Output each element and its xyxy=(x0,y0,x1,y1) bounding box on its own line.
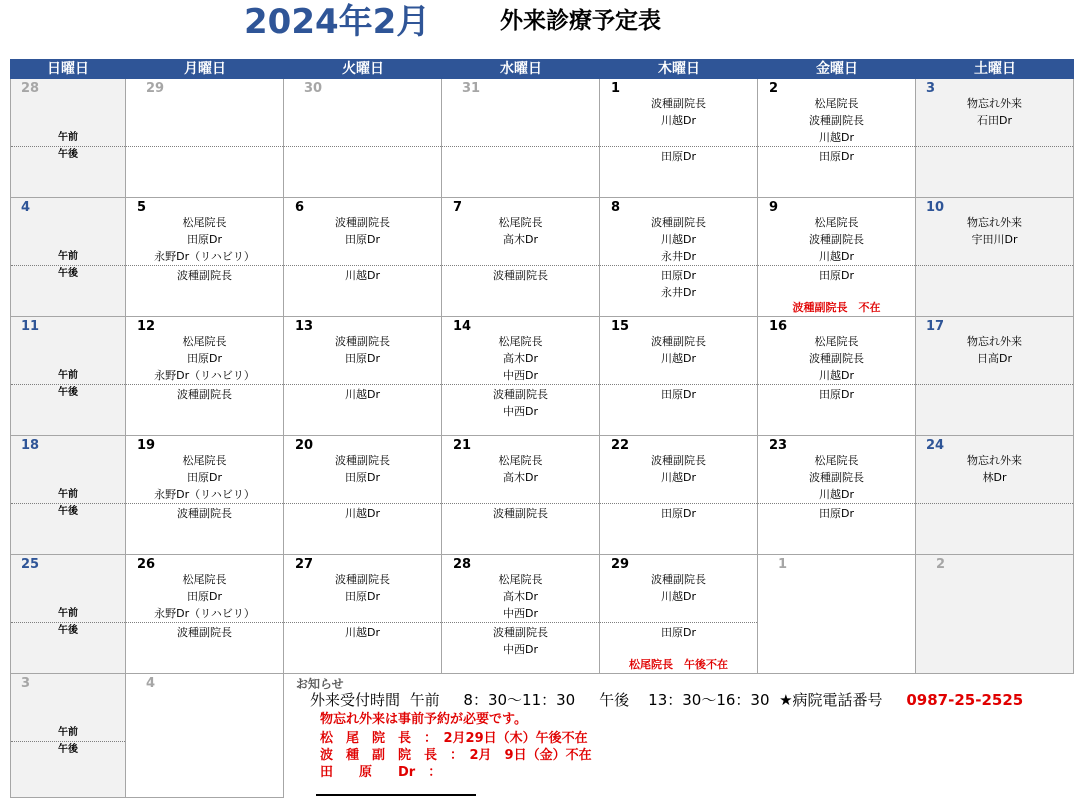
am-schedule xyxy=(758,333,915,384)
pm-schedule xyxy=(600,505,757,522)
pm-schedule xyxy=(600,148,757,165)
day-cell xyxy=(916,436,1074,555)
day-cell xyxy=(126,436,284,555)
am-schedule xyxy=(284,571,441,605)
hours-am-range: 8：30～11：30 xyxy=(463,691,576,709)
day-cell xyxy=(284,317,442,436)
day-number: 30 xyxy=(304,81,323,96)
day-cell xyxy=(600,198,758,317)
doctor-entry: 川越Dr xyxy=(661,233,696,246)
pm-schedule xyxy=(126,386,283,403)
day-cell xyxy=(758,436,916,555)
doctor-entry: 田原Dr xyxy=(345,471,380,484)
reception-hours xyxy=(310,690,1023,710)
doctor-entry: 田原Dr xyxy=(187,352,222,365)
day-number: 26 xyxy=(137,557,156,572)
am-pm-divider xyxy=(126,622,283,623)
pm-schedule xyxy=(442,267,599,284)
day-number: 29 xyxy=(146,81,165,96)
am-pm-divider xyxy=(916,384,1073,385)
hours-am-label: 午前 xyxy=(409,691,440,709)
day-number: 22 xyxy=(611,438,630,453)
day-cell xyxy=(10,79,126,198)
am-pm-divider xyxy=(600,622,757,623)
doctor-entry: 川越Dr xyxy=(819,250,854,263)
day-cell xyxy=(10,198,126,317)
day-number: 12 xyxy=(137,319,156,334)
pm-label: 午後 xyxy=(58,268,78,279)
doctor-entry: 中西Dr xyxy=(503,369,538,382)
doctor-entry: 田原Dr xyxy=(187,233,222,246)
pm-label: 午後 xyxy=(58,387,78,398)
am-pm-divider xyxy=(126,384,283,385)
pm-schedule xyxy=(758,148,915,165)
am-pm-divider xyxy=(284,146,441,147)
day-number: 24 xyxy=(926,438,945,453)
pm-schedule xyxy=(442,624,599,658)
weekday-header: 金曜日 xyxy=(758,59,916,79)
am-pm-divider xyxy=(758,265,915,266)
pm-schedule xyxy=(600,267,757,301)
am-pm-divider xyxy=(758,146,915,147)
doctor-entry: 松尾院長 xyxy=(814,97,859,110)
am-pm-divider xyxy=(600,503,757,504)
day-number: 21 xyxy=(453,438,472,453)
am-label: 午前 xyxy=(58,727,78,738)
doctor-entry: 永野Dr（リハビリ） xyxy=(154,369,255,382)
day-number: 19 xyxy=(137,438,156,453)
doctor-entry: 松尾院長 xyxy=(814,335,859,348)
pm-schedule xyxy=(600,624,757,641)
am-schedule xyxy=(600,95,757,129)
am-pm-divider xyxy=(284,265,441,266)
am-pm-divider xyxy=(284,384,441,385)
notice-panel xyxy=(284,674,1074,798)
doctor-entry: 波種副院長 xyxy=(177,388,232,401)
day-cell xyxy=(126,79,284,198)
doctor-entry: 林Dr xyxy=(982,471,1007,484)
doctor-entry: 波種副院長 xyxy=(809,114,864,127)
doctor-entry: 波種副院長 xyxy=(335,573,390,586)
doctor-entry: 田原Dr xyxy=(345,233,380,246)
am-schedule xyxy=(758,452,915,503)
doctor-entry: 田原Dr xyxy=(345,590,380,603)
am-pm-divider xyxy=(758,384,915,385)
day-cell xyxy=(916,198,1074,317)
day-number: 3 xyxy=(21,676,31,691)
am-pm-divider xyxy=(442,265,599,266)
am-schedule xyxy=(126,214,283,265)
doctor-entry: 松尾院長 xyxy=(182,216,227,229)
doctor-entry: 田原Dr xyxy=(661,269,696,282)
doctor-entry: 永野Dr（リハビリ） xyxy=(154,488,255,501)
doctor-entry: 松尾院長 xyxy=(182,454,227,467)
doctor-entry: 波種副院長 xyxy=(809,352,864,365)
doctor-entry: 高木Dr xyxy=(503,352,538,365)
day-number: 1 xyxy=(778,557,788,572)
doctor-entry: 田原Dr xyxy=(661,150,696,163)
pm-schedule xyxy=(758,267,915,284)
pm-label: 午後 xyxy=(58,744,78,755)
doctor-entry: 田原Dr xyxy=(661,507,696,520)
doctor-entry: 波種副院長 xyxy=(809,233,864,246)
am-pm-divider xyxy=(11,503,125,504)
am-label: 午前 xyxy=(58,370,78,381)
am-label: 午前 xyxy=(58,608,78,619)
day-number: 16 xyxy=(769,319,788,334)
day-number: 20 xyxy=(295,438,314,453)
pm-schedule xyxy=(284,505,441,522)
doctor-entry: 波種副院長 xyxy=(493,269,548,282)
am-schedule xyxy=(758,214,915,265)
day-cell xyxy=(10,317,126,436)
doctor-entry: 波種副院長 xyxy=(335,335,390,348)
am-schedule xyxy=(126,571,283,622)
am-schedule xyxy=(442,333,599,384)
doctor-entry: 松尾院長 xyxy=(814,216,859,229)
day-number: 2 xyxy=(936,557,946,572)
pm-schedule xyxy=(600,386,757,403)
doctor-entry: 波種副院長 xyxy=(335,454,390,467)
am-schedule xyxy=(126,452,283,503)
calendar-title: 外来診療予定表 xyxy=(500,8,661,34)
day-cell xyxy=(758,555,916,674)
day-number: 15 xyxy=(611,319,630,334)
day-cell xyxy=(442,79,600,198)
am-pm-divider xyxy=(600,146,757,147)
doctor-entry: 松尾院長 xyxy=(498,454,543,467)
am-pm-divider xyxy=(442,146,599,147)
am-pm-divider xyxy=(11,741,125,742)
day-number: 17 xyxy=(926,319,945,334)
doctor-entry: 物忘れ外来 xyxy=(967,335,1022,348)
day-number: 13 xyxy=(295,319,314,334)
day-number: 5 xyxy=(137,200,147,215)
doctor-entry: 波種副院長 xyxy=(651,216,706,229)
am-schedule xyxy=(916,452,1073,486)
doctor-entry: 物忘れ外来 xyxy=(967,97,1022,110)
day-cell xyxy=(10,436,126,555)
notice-line: 田 原 Dr ： xyxy=(320,765,442,780)
am-label: 午前 xyxy=(58,251,78,262)
doctor-entry: 川越Dr xyxy=(661,114,696,127)
am-pm-divider xyxy=(600,265,757,266)
pm-schedule xyxy=(442,505,599,522)
doctor-entry: 波種副院長 xyxy=(177,626,232,639)
am-pm-divider xyxy=(284,503,441,504)
notice-line: 松 尾 院 長 ： 2月29日（木）午後不在 xyxy=(320,731,588,746)
am-pm-divider xyxy=(11,146,125,147)
day-cell xyxy=(916,555,1074,674)
am-schedule xyxy=(916,333,1073,367)
am-schedule xyxy=(442,571,599,622)
day-number: 8 xyxy=(611,200,621,215)
doctor-entry: 川越Dr xyxy=(819,369,854,382)
day-number: 31 xyxy=(462,81,481,96)
doctor-entry: 田原Dr xyxy=(819,388,854,401)
day-number: 25 xyxy=(21,557,40,572)
doctor-entry: 田原Dr xyxy=(661,388,696,401)
doctor-entry: 中西Dr xyxy=(503,607,538,620)
doctor-entry: 田原Dr xyxy=(187,590,222,603)
doctor-entry: 高木Dr xyxy=(503,233,538,246)
doctor-entry: 高木Dr xyxy=(503,471,538,484)
am-label: 午前 xyxy=(58,132,78,143)
am-schedule xyxy=(600,452,757,486)
day-number: 9 xyxy=(769,200,779,215)
day-number: 7 xyxy=(453,200,463,215)
day-number: 29 xyxy=(611,557,630,572)
am-schedule xyxy=(284,214,441,248)
am-pm-divider xyxy=(600,384,757,385)
pm-label: 午後 xyxy=(58,625,78,636)
day-cell xyxy=(126,555,284,674)
am-pm-divider xyxy=(126,265,283,266)
am-schedule xyxy=(126,333,283,384)
doctor-entry: 波種副院長 xyxy=(809,471,864,484)
day-cell xyxy=(10,674,126,798)
notice-underline xyxy=(316,794,476,796)
am-pm-divider xyxy=(442,503,599,504)
doctor-entry: 永井Dr xyxy=(661,286,696,299)
am-pm-divider xyxy=(11,384,125,385)
day-cell xyxy=(126,198,284,317)
am-schedule xyxy=(284,333,441,367)
weekday-header: 火曜日 xyxy=(284,59,442,79)
am-pm-divider xyxy=(442,622,599,623)
am-pm-divider xyxy=(442,384,599,385)
pm-schedule xyxy=(284,386,441,403)
pm-schedule xyxy=(758,505,915,522)
day-number: 10 xyxy=(926,200,945,215)
am-pm-divider xyxy=(126,146,283,147)
weekday-header: 木曜日 xyxy=(600,59,758,79)
doctor-entry: 川越Dr xyxy=(661,590,696,603)
am-schedule xyxy=(600,571,757,605)
hours-pm-label: 午後 xyxy=(599,691,630,709)
notice-heading: お知らせ xyxy=(296,677,344,691)
doctor-entry: 松尾院長 xyxy=(498,573,543,586)
absence-note: 波種副院長 不在 xyxy=(792,301,881,314)
pm-label: 午後 xyxy=(58,506,78,517)
doctor-entry: 波種副院長 xyxy=(493,388,548,401)
am-pm-divider xyxy=(11,622,125,623)
am-schedule xyxy=(442,452,599,486)
am-label: 午前 xyxy=(58,489,78,500)
day-cell xyxy=(442,317,600,436)
day-cell xyxy=(600,436,758,555)
doctor-entry: 宇田川Dr xyxy=(971,233,1018,246)
day-number: 28 xyxy=(21,81,40,96)
day-cell xyxy=(126,674,284,798)
doctor-entry: 松尾院長 xyxy=(182,335,227,348)
pm-schedule xyxy=(758,386,915,403)
doctor-entry: 川越Dr xyxy=(345,507,380,520)
am-pm-divider xyxy=(916,503,1073,504)
calendar-year-month: 2024年2月 xyxy=(244,2,431,42)
am-schedule xyxy=(758,95,915,146)
day-cell xyxy=(600,317,758,436)
doctor-entry: 松尾院長 xyxy=(814,454,859,467)
hours-label: 外来受付時間 xyxy=(310,691,401,709)
day-number: 18 xyxy=(21,438,40,453)
am-schedule xyxy=(442,214,599,248)
doctor-entry: 永野Dr（リハビリ） xyxy=(154,607,255,620)
hours-pm-range: 13：30～16：30 xyxy=(648,691,770,709)
am-pm-divider xyxy=(11,265,125,266)
notice-line: 物忘れ外来は事前予約が必要です。 xyxy=(320,712,527,727)
day-cell xyxy=(758,317,916,436)
day-number: 4 xyxy=(146,676,156,691)
doctor-entry: 松尾院長 xyxy=(182,573,227,586)
day-number: 2 xyxy=(769,81,779,96)
doctor-entry: 波種副院長 xyxy=(651,573,706,586)
absence-note: 松尾院長 午後不在 xyxy=(629,658,728,671)
doctor-entry: 川越Dr xyxy=(345,388,380,401)
weekday-header: 土曜日 xyxy=(916,59,1074,79)
am-pm-divider xyxy=(916,265,1073,266)
am-schedule xyxy=(916,214,1073,248)
doctor-entry: 田原Dr xyxy=(661,626,696,639)
doctor-entry: 川越Dr xyxy=(819,488,854,501)
doctor-entry: 川越Dr xyxy=(661,352,696,365)
doctor-entry: 波種副院長 xyxy=(651,97,706,110)
pm-schedule xyxy=(442,386,599,420)
doctor-entry: 川越Dr xyxy=(345,626,380,639)
pm-schedule xyxy=(126,624,283,641)
day-number: 23 xyxy=(769,438,788,453)
doctor-entry: 松尾院長 xyxy=(498,335,543,348)
am-pm-divider xyxy=(126,503,283,504)
notice-line: 波 種 副 院 長 ： 2月 9日（金）不在 xyxy=(320,748,592,763)
doctor-entry: 川越Dr xyxy=(661,471,696,484)
pm-schedule xyxy=(284,267,441,284)
day-number: 3 xyxy=(926,81,936,96)
doctor-entry: 波種副院長 xyxy=(177,269,232,282)
am-pm-divider xyxy=(916,146,1073,147)
day-cell xyxy=(284,79,442,198)
doctor-entry: 中西Dr xyxy=(503,643,538,656)
doctor-entry: 高木Dr xyxy=(503,590,538,603)
day-number: 28 xyxy=(453,557,472,572)
pm-label: 午後 xyxy=(58,149,78,160)
day-cell xyxy=(126,317,284,436)
pm-schedule xyxy=(284,624,441,641)
am-schedule xyxy=(600,214,757,265)
doctor-entry: 中西Dr xyxy=(503,405,538,418)
doctor-entry: 物忘れ外来 xyxy=(967,216,1022,229)
weekday-header: 水曜日 xyxy=(442,59,600,79)
pm-schedule xyxy=(126,505,283,522)
doctor-entry: 田原Dr xyxy=(187,471,222,484)
doctor-entry: 田原Dr xyxy=(345,352,380,365)
doctor-entry: 波種副院長 xyxy=(493,507,548,520)
doctor-entry: 松尾院長 xyxy=(498,216,543,229)
doctor-entry: 波種副院長 xyxy=(335,216,390,229)
day-number: 11 xyxy=(21,319,40,334)
doctor-entry: 田原Dr xyxy=(819,269,854,282)
day-cell xyxy=(442,555,600,674)
day-cell xyxy=(284,555,442,674)
phone-label: ★病院電話番号 xyxy=(779,691,883,709)
doctor-entry: 波種副院長 xyxy=(177,507,232,520)
day-cell xyxy=(916,79,1074,198)
am-schedule xyxy=(284,452,441,486)
day-number: 4 xyxy=(21,200,31,215)
weekday-header: 日曜日 xyxy=(10,59,126,79)
doctor-entry: 田原Dr xyxy=(819,150,854,163)
day-number: 14 xyxy=(453,319,472,334)
doctor-entry: 波種副院長 xyxy=(493,626,548,639)
am-pm-divider xyxy=(758,503,915,504)
day-cell xyxy=(916,317,1074,436)
doctor-entry: 波種副院長 xyxy=(651,454,706,467)
doctor-entry: 日高Dr xyxy=(977,352,1012,365)
am-schedule xyxy=(600,333,757,367)
day-cell xyxy=(600,555,758,674)
doctor-entry: 波種副院長 xyxy=(651,335,706,348)
day-number: 6 xyxy=(295,200,305,215)
doctor-entry: 川越Dr xyxy=(819,131,854,144)
day-cell xyxy=(284,198,442,317)
doctor-entry: 永野Dr（リハビリ） xyxy=(154,250,255,263)
day-number: 27 xyxy=(295,557,314,572)
pm-schedule xyxy=(126,267,283,284)
doctor-entry: 田原Dr xyxy=(819,507,854,520)
weekday-header: 月曜日 xyxy=(126,59,284,79)
day-cell xyxy=(442,436,600,555)
day-cell xyxy=(600,79,758,198)
day-cell xyxy=(758,198,916,317)
am-pm-divider xyxy=(284,622,441,623)
phone-number: 0987-25-2525 xyxy=(906,691,1024,709)
doctor-entry: 石田Dr xyxy=(977,114,1012,127)
doctor-entry: 永井Dr xyxy=(661,250,696,263)
day-cell xyxy=(442,198,600,317)
day-number: 1 xyxy=(611,81,621,96)
day-cell xyxy=(284,436,442,555)
day-cell xyxy=(10,555,126,674)
day-cell xyxy=(758,79,916,198)
doctor-entry: 物忘れ外来 xyxy=(967,454,1022,467)
am-schedule xyxy=(916,95,1073,129)
doctor-entry: 川越Dr xyxy=(345,269,380,282)
